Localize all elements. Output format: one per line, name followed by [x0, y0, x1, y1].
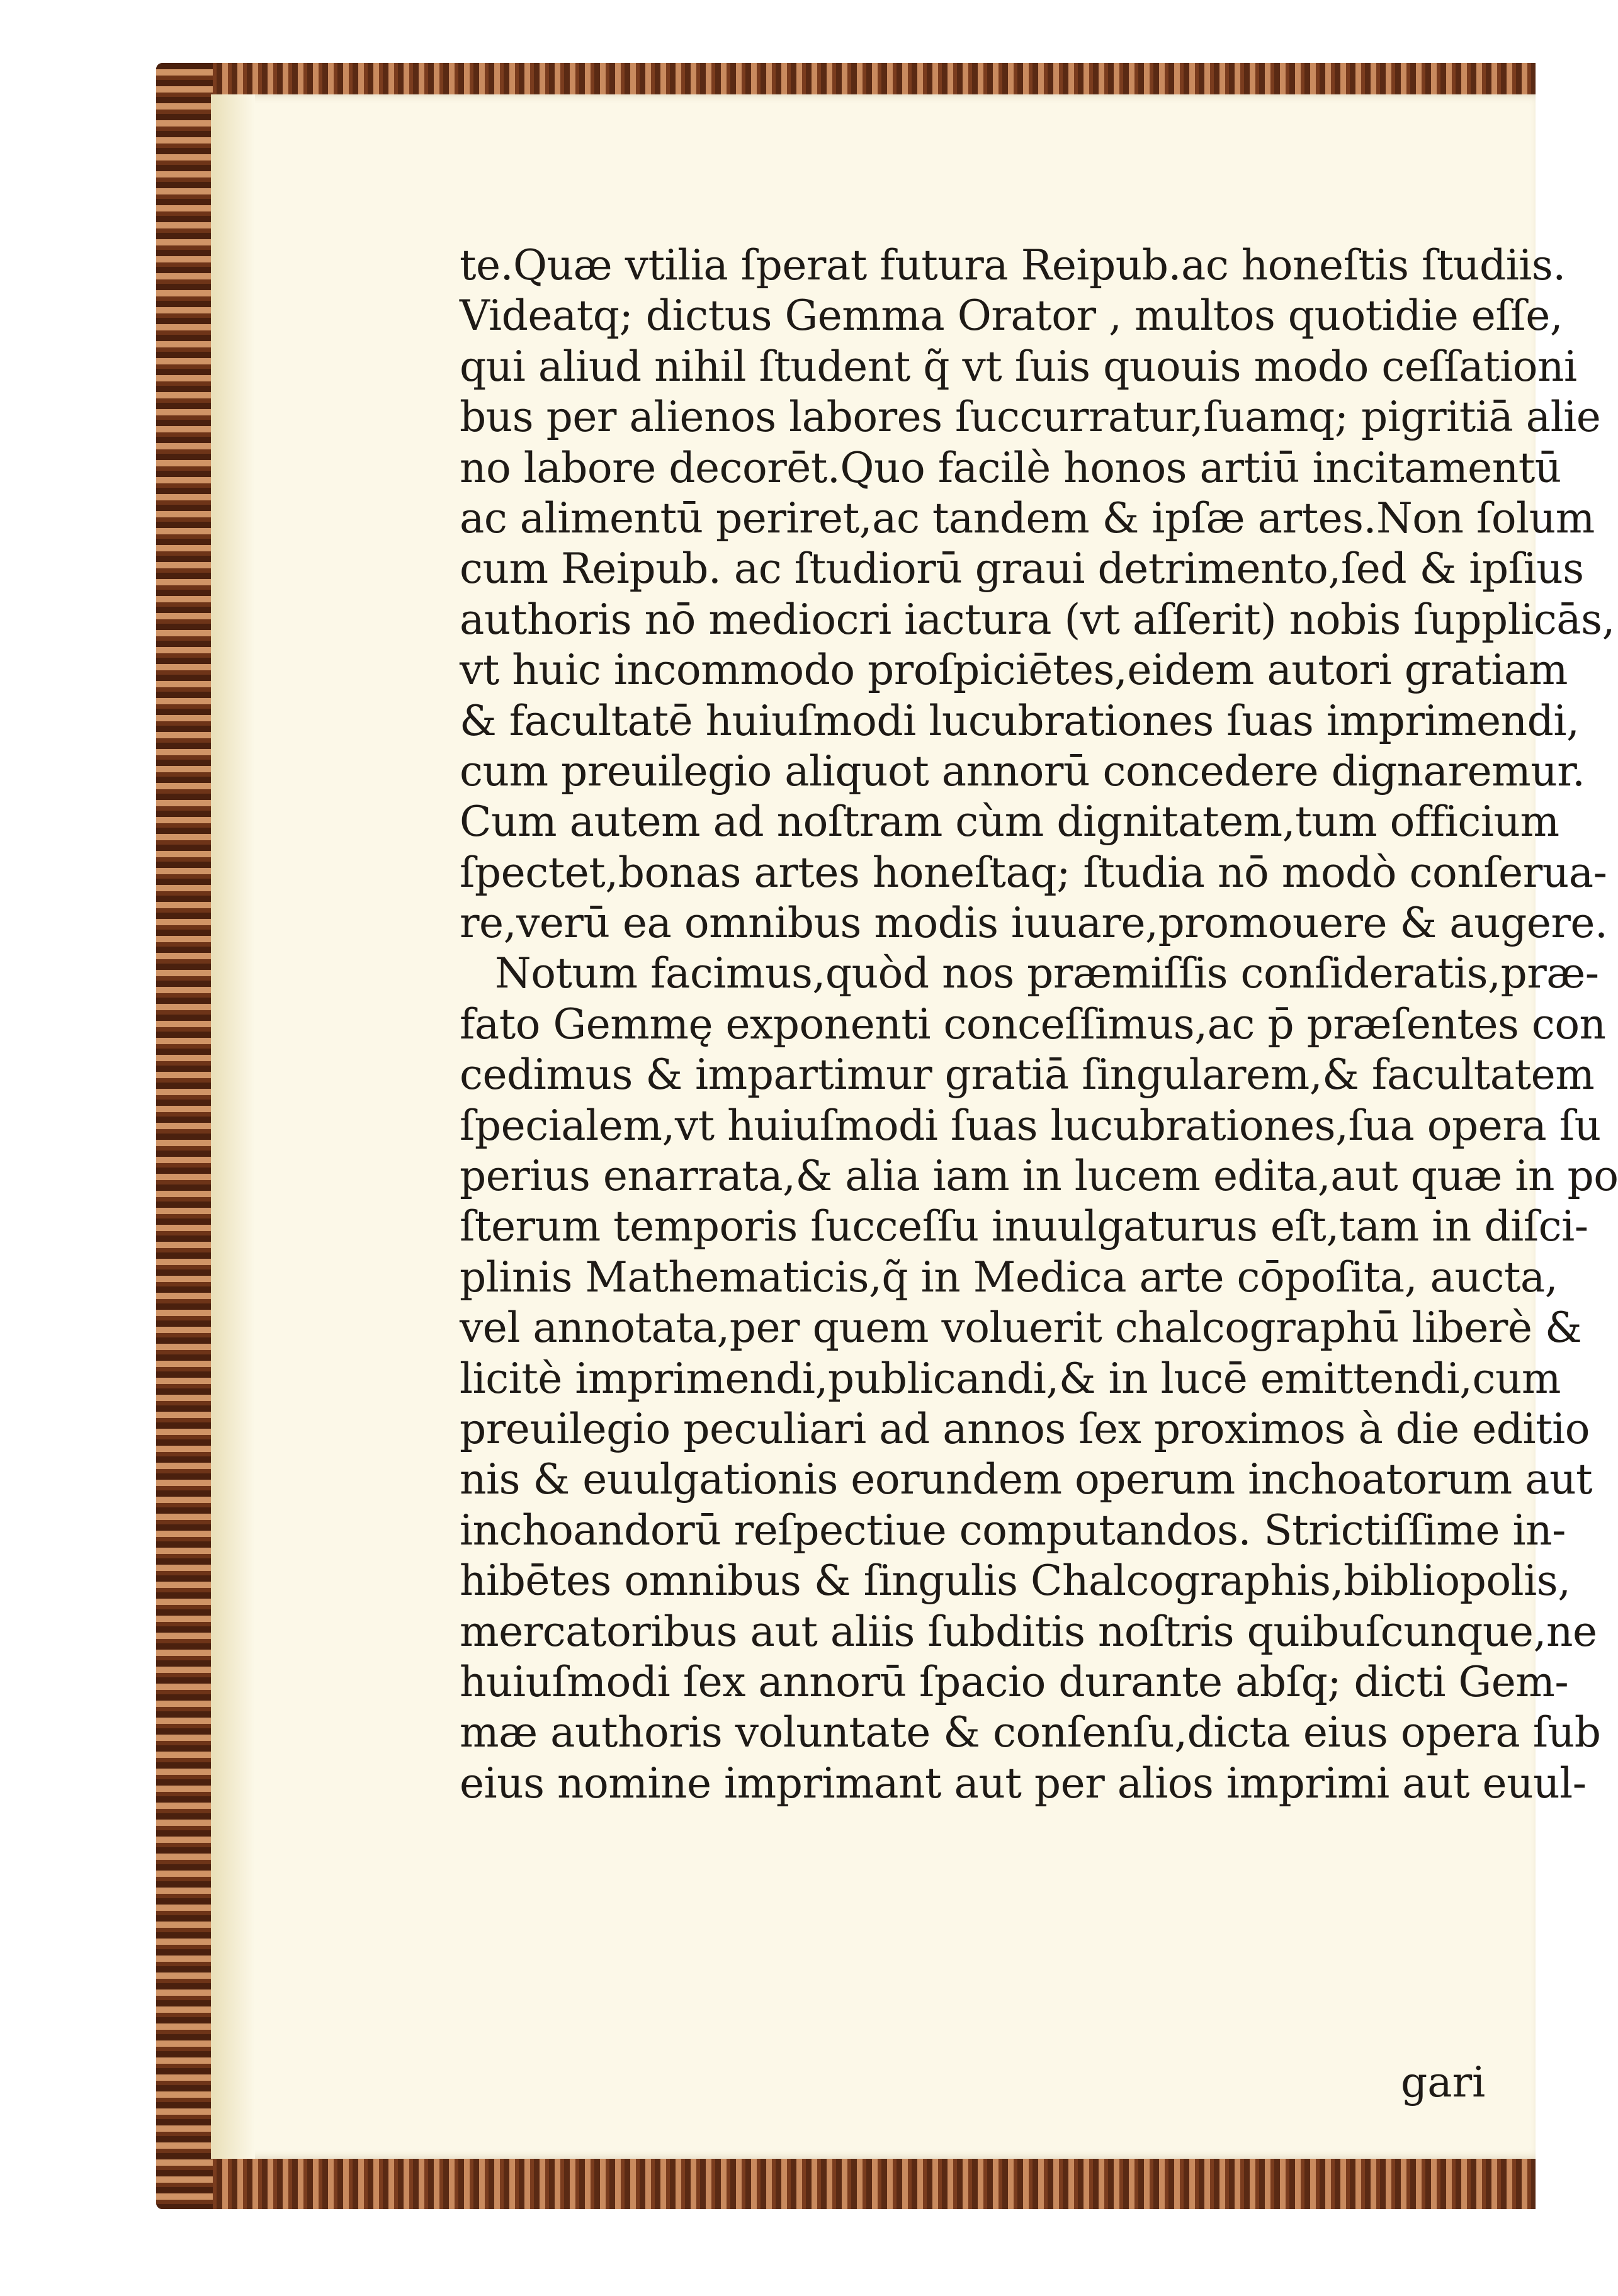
- text-line: qui aliud nihil ſtudent q̃ vt ſuis quouis modo ceſſationi: [460, 342, 1577, 391]
- text-line: fato Gemmę exponenti conceſſimus,ac p̄ præſentes con: [460, 999, 1606, 1049]
- text-line: perius enarrata,& alia iam in lucem edita,aut quæ in po: [460, 1152, 1618, 1201]
- text-line: vel annotata,per quem voluerit chalcographū liberè &: [460, 1303, 1582, 1353]
- text-line: ſpectet,bonas artes honeſtaq; ſtudia nō modò conſerua-: [460, 848, 1607, 897]
- text-line: no labore decorēt.Quo facilè honos artiū incitamentū: [460, 443, 1561, 492]
- text-line: nis & euulgationis eorundem operum inchoatorum aut: [460, 1455, 1593, 1504]
- text-line: cum preuilegio aliquot annorū concedere dignaremur.: [460, 746, 1585, 796]
- text-line: ſpecialem,vt huiuſmodi ſuas lucubrationes,ſua opera ſu: [460, 1101, 1601, 1150]
- text-line: cum Reipub. ac ſtudiorū graui detrimento,ſed & ipſius: [460, 544, 1584, 594]
- text-line: eius nomine imprimant aut per alios imprimi aut euul-: [460, 1759, 1587, 1808]
- text-line: Videatq; dictus Gemma Orator , multos quotidie eſſe,: [460, 291, 1563, 340]
- text-line: bus per alienos labores ſuccurratur,ſuamq; pigritiā alie: [460, 393, 1601, 442]
- text-line: Notum facimus,quòd nos præmiſſis conſideratis,præ-: [495, 949, 1599, 998]
- text-line: te.Quæ vtilia ſperat futura Reipub.ac honeſtis ſtudiis.: [460, 241, 1566, 290]
- body-text: [460, 240, 1618, 1809]
- text-line: ſterum temporis ſucceſſu inuulgaturus eſt,tam in diſci-: [460, 1202, 1588, 1251]
- text-line: licitè imprimendi,publicandi,& in lucē emittendi,cum: [460, 1354, 1561, 1403]
- text-line: preuilegio peculiari ad annos ſex proximos à die editio: [460, 1404, 1590, 1453]
- page-gutter: [211, 94, 255, 2159]
- text-line: plinis Mathematicis,q̃ in Medica arte cōpoſita, aucta,: [460, 1252, 1558, 1302]
- text-line: inchoandorū reſpectiue computandos. Strictiſſime in-: [460, 1505, 1566, 1555]
- catchword: gari: [1401, 2058, 1486, 2107]
- text-line: hibētes omnibus & ſingulis Chalcographis,bibliopolis,: [460, 1556, 1571, 1606]
- book-spine-edge: [156, 63, 213, 2209]
- text-line: mæ authoris voluntate & conſenſu,dicta eius opera ſub: [460, 1708, 1601, 1757]
- text-line: authoris nō mediocri iactura (vt aſſerit) nobis ſupplicās,: [460, 595, 1615, 644]
- text-line: vt huic incommodo proſpiciētes,eidem autori gratiam: [460, 646, 1568, 695]
- text-line: Cum autem ad noſtram cùm dignitatem,tum officium: [460, 797, 1559, 847]
- text-line: & facultatē huiuſmodi lucubrationes ſuas imprimendi,: [460, 696, 1580, 745]
- text-line: re,verū ea omnibus modis iuuare,promouere & augere.: [460, 899, 1608, 948]
- text-line: cedimus & impartimur gratiā ſingularem,& facultatem: [460, 1050, 1595, 1100]
- text-line: ac alimentū periret,ac tandem & ipſæ artes.Non ſolum: [460, 493, 1595, 543]
- text-line: mercatoribus aut aliis ſubditis noſtris quibuſcunque,ne: [460, 1607, 1597, 1656]
- text-line: huiuſmodi ſex annorū ſpacio durante abſq; dicti Gem-: [460, 1657, 1569, 1706]
